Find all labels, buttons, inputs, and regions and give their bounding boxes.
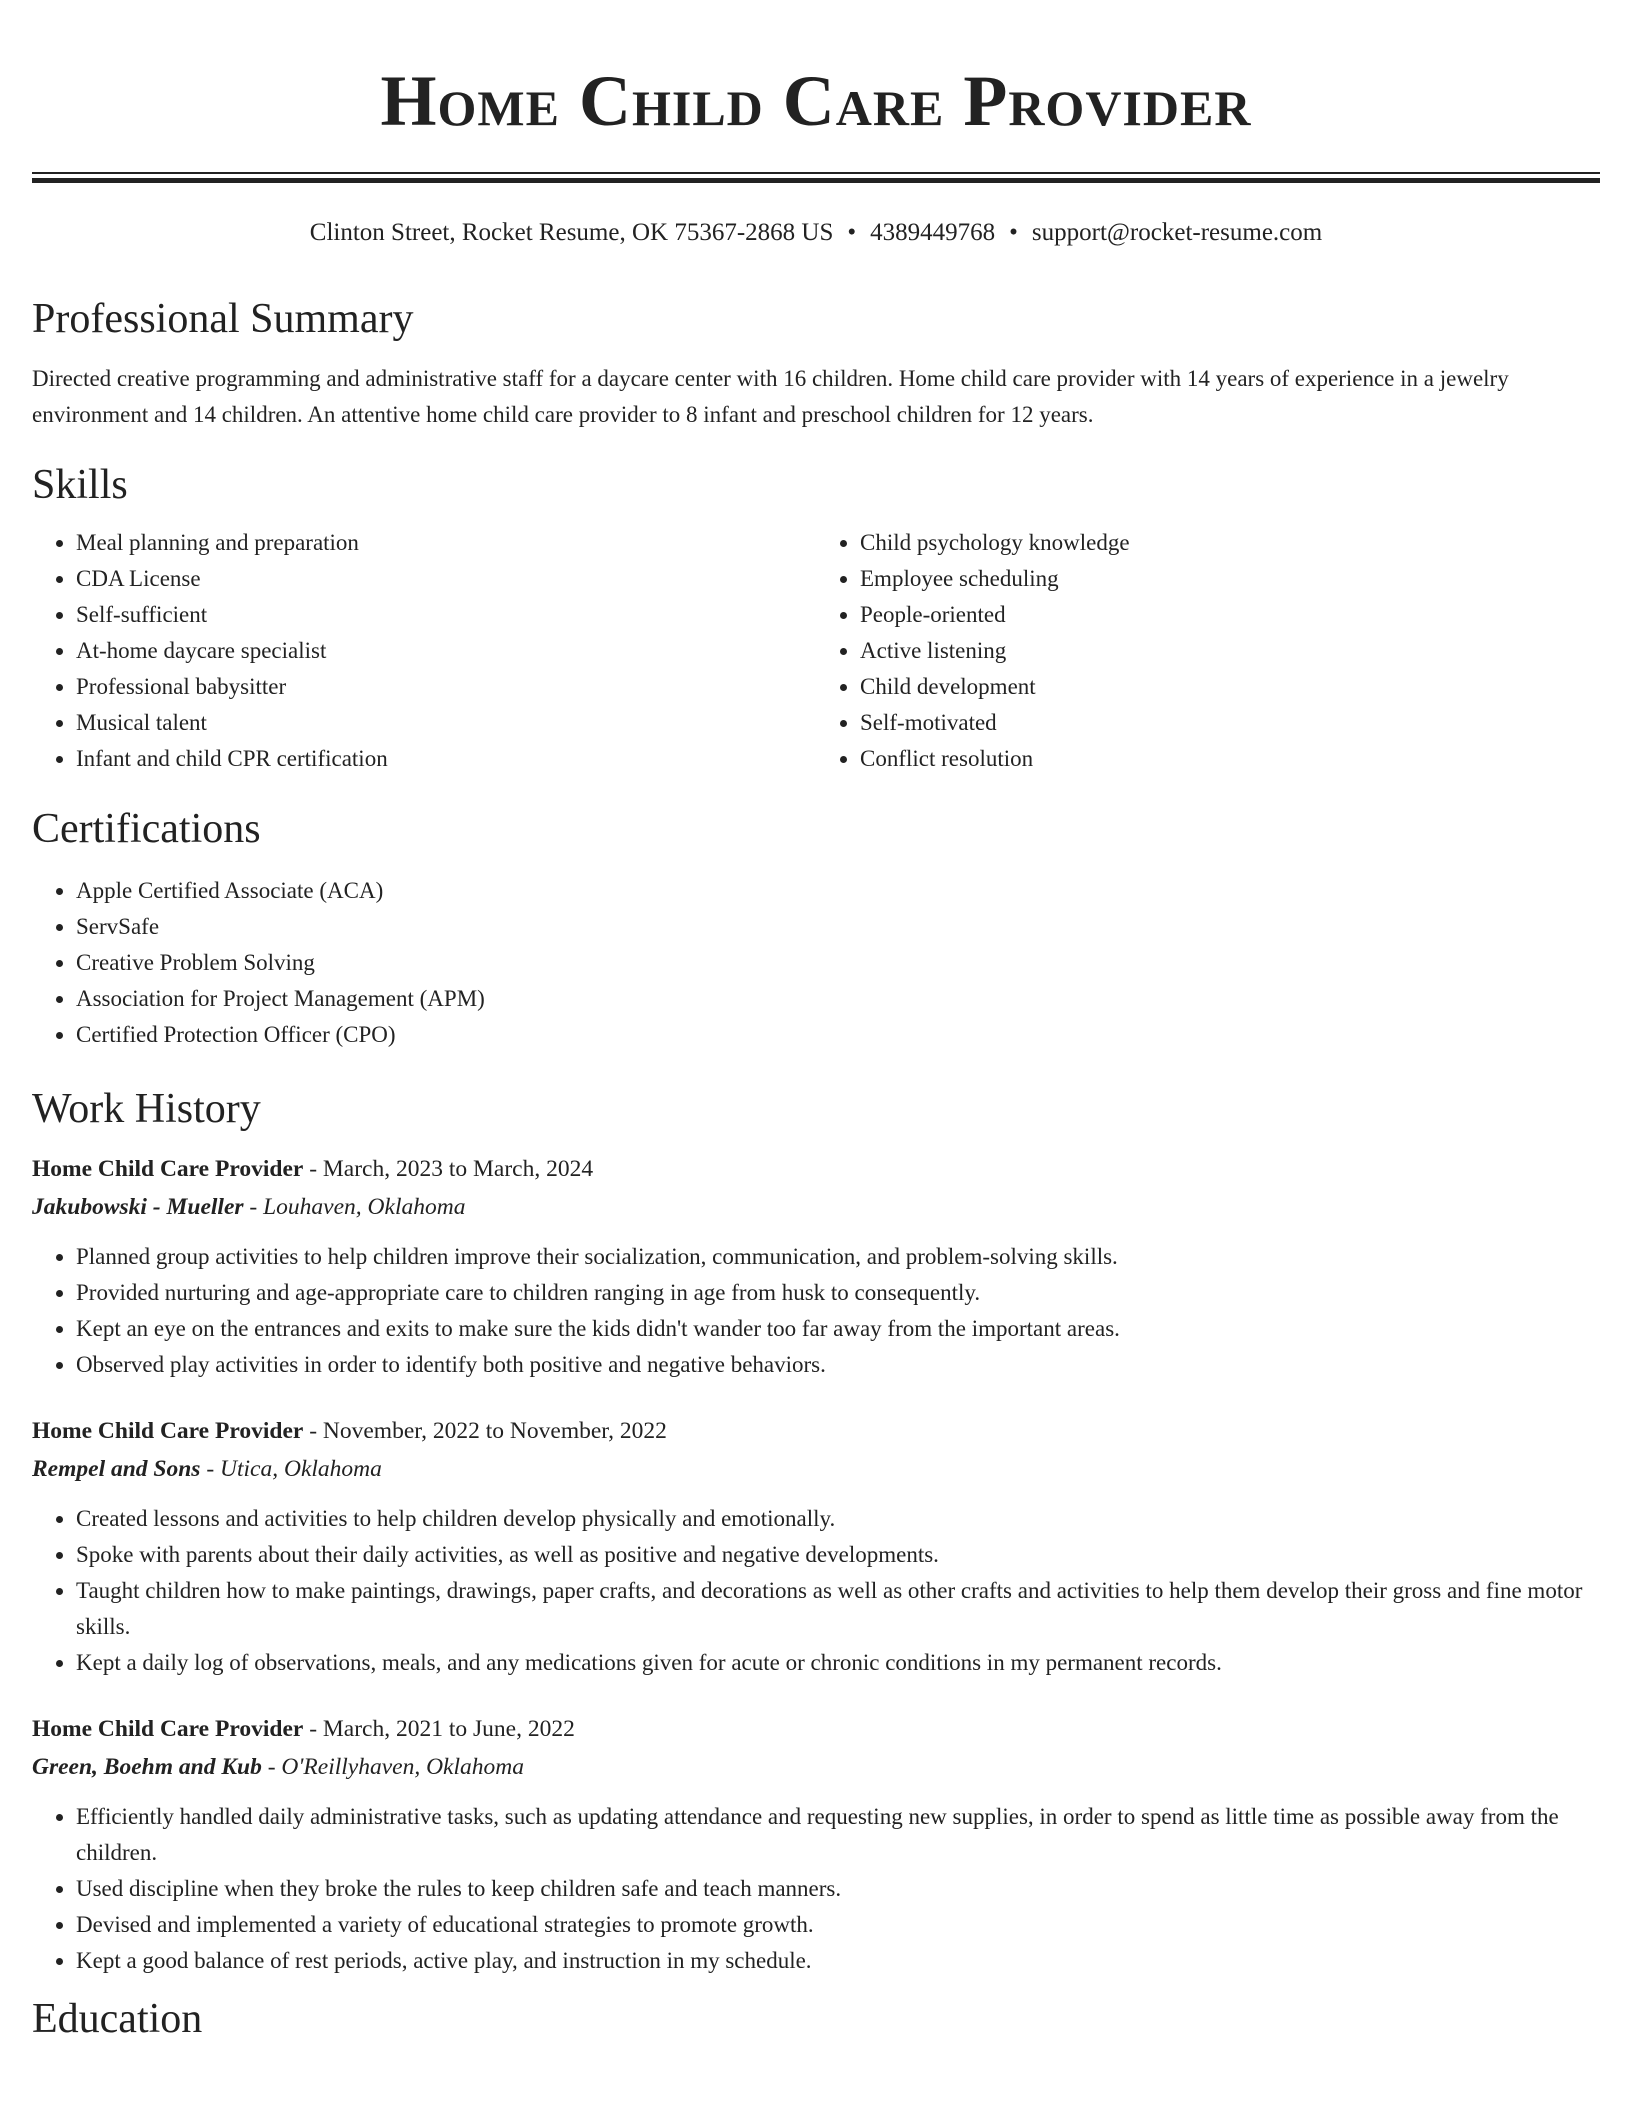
skill-item: • Child psychology knowledge [860, 525, 1600, 561]
job-separator: - [200, 1456, 221, 1482]
job-bullet: • Provided nurturing and age-appropriate care to children ranging in age from husk to consequently. [76, 1275, 1600, 1311]
job-entry [32, 1711, 1600, 1979]
job-entry [32, 1151, 1600, 1383]
job-title-line [32, 1711, 1600, 1747]
resume-name: Home Child Care Provider [380, 61, 1252, 141]
job-location: O'Reillyhaven, Oklahoma [281, 1754, 524, 1780]
job-dates: March, 2023 to March, 2024 [322, 1156, 594, 1182]
skill-item: • Active listening [860, 633, 1600, 669]
summary-text: Directed creative programming and administrative staff for a daycare center with 16 children. Home child care provider with 14 years of experience in a jewelry environment and 14 children. An attentive home child care provider to 8 infant and preschool children for 12 years. [32, 366, 1509, 427]
skill-item: • Musical talent [76, 705, 816, 741]
skill-item: • CDA License [76, 561, 816, 597]
work-history-heading: Work History [32, 1086, 261, 1132]
job-bullet: • Used discipline when they broke the rules to keep children safe and teach manners. [76, 1871, 1600, 1907]
skills-column-left [32, 525, 816, 777]
certifications-heading: Certifications [32, 806, 261, 852]
skill-item: • Meal planning and preparation [76, 525, 816, 561]
contact-line [32, 217, 1600, 249]
job-bullets [32, 1799, 1600, 1979]
certification-item: • Certified Protection Officer (CPO) [76, 1017, 1600, 1053]
job-bullet: • Kept a good balance of rest periods, active play, and instruction in my schedule. [76, 1943, 1600, 1979]
contact-email: support@rocket-resume.com [1031, 219, 1323, 246]
job-company: Jakubowski - Mueller [32, 1194, 244, 1220]
skill-item: • Employee scheduling [860, 561, 1600, 597]
job-company: Green, Boehm and Kub [32, 1754, 262, 1780]
skills-column-right [816, 525, 1600, 777]
job-bullet: • Spoke with parents about their daily activities, as well as positive and negative developments. [76, 1537, 1600, 1573]
certification-item: • Apple Certified Associate (ACA) [76, 873, 1600, 909]
job-location: Utica, Oklahoma [220, 1456, 382, 1482]
job-separator: - [303, 1156, 323, 1182]
job-company-line [32, 1451, 1600, 1487]
job-bullet: • Kept an eye on the entrances and exits to make sure the kids didn't wander too far away from the important areas. [76, 1311, 1600, 1347]
job-title: Home Child Care Provider [32, 1156, 304, 1182]
skill-item: • People-oriented [860, 597, 1600, 633]
job-title: Home Child Care Provider [32, 1418, 304, 1444]
job-company-line [32, 1189, 1600, 1225]
job-company-line [32, 1749, 1600, 1785]
job-separator: - [243, 1194, 264, 1220]
contact-phone: 4389449768 [870, 219, 996, 246]
skill-item: • At-home daycare specialist [76, 633, 816, 669]
job-title: Home Child Care Provider [32, 1716, 304, 1742]
job-dates: November, 2022 to November, 2022 [322, 1418, 667, 1444]
job-bullet: • Devised and implemented a variety of educational strategies to promote growth. [76, 1907, 1600, 1943]
skill-item: • Conflict resolution [860, 741, 1600, 777]
job-bullet: • Taught children how to make paintings, drawings, paper crafts, and decorations as well as other crafts and activities to help them develop their gross and fine motor skills. [76, 1573, 1600, 1645]
skills-list [32, 525, 1600, 777]
skill-item: • Infant and child CPR certification [76, 741, 816, 777]
job-separator: - [303, 1716, 323, 1742]
job-entry [32, 1413, 1600, 1681]
certification-item: • Creative Problem Solving [76, 945, 1600, 981]
job-title-line [32, 1413, 1600, 1449]
resume-page [32, 0, 1600, 2045]
certifications-list [32, 873, 1600, 1053]
job-separator: - [303, 1418, 323, 1444]
job-title-line [32, 1151, 1600, 1187]
certification-item: • Association for Project Management (APM) [76, 981, 1600, 1017]
contact-separator: • [1009, 219, 1018, 246]
job-company: Rempel and Sons [32, 1456, 201, 1482]
job-bullet: • Observed play activities in order to identify both positive and negative behaviors. [76, 1347, 1600, 1383]
title-divider [32, 172, 1600, 183]
job-location: Louhaven, Oklahoma [263, 1194, 466, 1220]
job-bullet: • Created lessons and activities to help children develop physically and emotionally. [76, 1501, 1600, 1537]
job-bullets [32, 1239, 1600, 1383]
contact-address: Clinton Street, Rocket Resume, OK 75367-2868 US [309, 219, 834, 246]
job-dates: March, 2021 to June, 2022 [322, 1716, 575, 1742]
summary-heading: Professional Summary [32, 296, 414, 342]
skill-item: • Self-motivated [860, 705, 1600, 741]
job-bullet: • Efficiently handled daily administrative tasks, such as updating attendance and requesting new supplies, in order to spend as little time as possible away from the children. [76, 1799, 1600, 1871]
skill-item: • Professional babysitter [76, 669, 816, 705]
skills-heading: Skills [32, 462, 128, 508]
skill-item: • Child development [860, 669, 1600, 705]
job-bullet: • Planned group activities to help children improve their socialization, communication, and problem-solving skills. [76, 1239, 1600, 1275]
certification-item: • ServSafe [76, 909, 1600, 945]
job-bullet: • Kept a daily log of observations, meals, and any medications given for acute or chronic conditions in my permanent records. [76, 1645, 1600, 1681]
education-heading: Education [32, 1996, 203, 2042]
skill-item: • Self-sufficient [76, 597, 816, 633]
job-separator: - [261, 1754, 282, 1780]
job-bullets [32, 1501, 1600, 1681]
contact-separator: • [847, 219, 857, 246]
